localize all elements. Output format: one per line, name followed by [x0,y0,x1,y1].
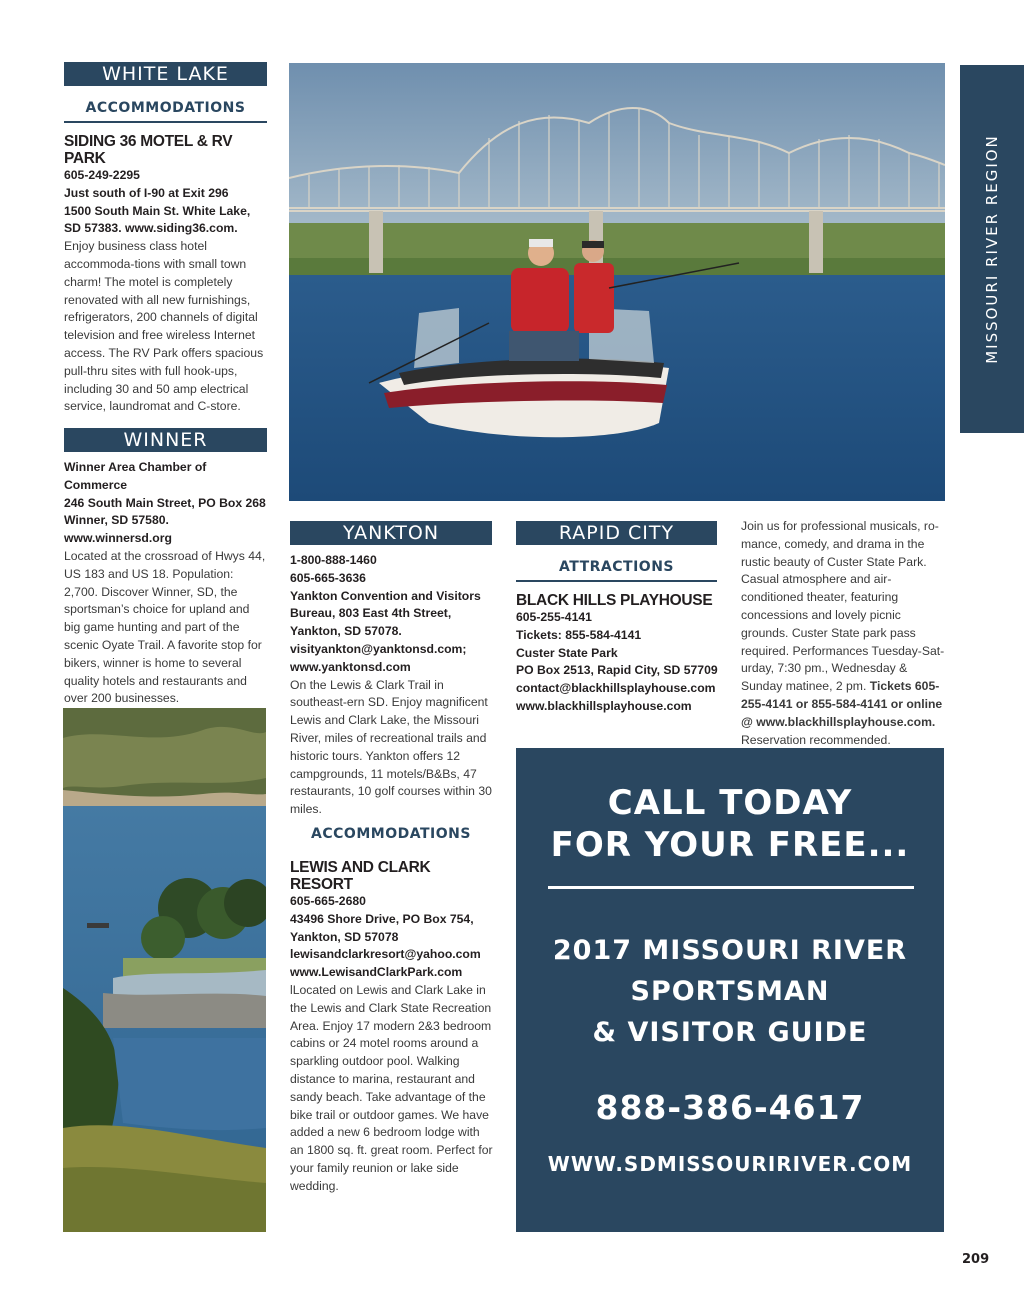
playhouse-email: contact@blackhillsplayhouse.com [516,681,716,696]
ad-for-your-free: FOR YOUR FREE... [550,825,910,865]
yankton-email: visityankton@yanktonsd.com; [290,641,467,656]
winner-chamber: Winner Area Chamber of Commerce [64,460,207,492]
lake-shore-photo [63,708,266,1232]
motel-name: SIDING 36 MOTEL & RV PARK [64,133,233,167]
rapid-city-header: RAPID CITY [516,521,717,545]
yankton-website: www.yanktonsd.com [290,659,411,674]
yankton-bureau: Yankton Convention and Visitors Bureau, 803 East 4th Street, Yankton, SD 57078. [290,588,481,639]
winner-city: Winner, SD 57580. [64,513,169,528]
winner-website: www.winnersd.org [64,531,172,546]
playhouse-desc-text: Join us for professional musicals, ro-mance, comedy, and drama in the rustic beauty of Custer State Park. Casual atmosphere and air-conditioned theater, featuring concessions and lovely picnic grounds. Custer State park pass required. Performances Tuesday-Sat-urday, 7:30 pm., Wednesday & Sunday matinee, 2 pm. [741,519,945,694]
playhouse-desc-reservation: Reservation recommended. [741,732,891,747]
playhouse-entry [516,592,721,716]
ad-guide-title-2: SPORTSMAN [630,976,830,1007]
resort-address-2: Yankton, SD 57078 [290,929,399,944]
resort-description: lLocated on Lewis and Clark Lake in the Lewis and Clark State Recreation Area. Enjoy 17 modern 2&3 bedroom cabins or 24 motel rooms around a sparkling outdoor pool. Walking distance to marina, restaurant and sandy beach. Take advantage of the bike trail or outdoor games. We have added a new 6 bedroom lodge with an 1800 sq. ft. great room. Perfect for your family reunion or lake side wedding. [290,982,493,1193]
motel-address: 1500 South Main St. White Lake, SD 57383. www.siding36.com. [64,203,251,236]
playhouse-name: BLACK HILLS PLAYHOUSE [516,592,713,609]
white-lake-header: WHITE LAKE [64,62,267,86]
playhouse-location: Custer State Park [516,645,618,660]
resort-entry [290,859,495,1196]
free-guide-ad [516,748,944,1232]
playhouse-website: www.blackhillsplayhouse.com [516,698,692,713]
winner-street: 246 South Main Street, PO Box 268 [64,495,266,510]
yankton-phone-tollfree: 1-800-888-1460 [290,553,377,567]
ad-divider [548,886,914,889]
motel-phone: 605-249-2295 [64,168,140,182]
rapid-city-subheader: ATTRACTIONS [516,559,717,582]
playhouse-address: PO Box 2513, Rapid City, SD 57709 [516,663,718,678]
resort-website: www.LewisandClarkPark.com [290,965,463,980]
ad-guide-title-3: & VISITOR GUIDE [592,1017,868,1048]
resort-name: LEWIS AND CLARK RESORT [290,859,431,893]
motel-directions: Just south of I-90 at Exit 296 [64,185,229,200]
motel-description: Enjoy business class hotel accommoda-tions with small town charm! The motel is completely renovated with all new furnishings, refrigerators, 200 channels of digital television and free wireless Internet access. The RV Park offers spacious pull-thru sites with full hook-ups, including 30 and 50 amp electrical service, laundromat and C-store. [64,239,264,414]
ad-call-today: CALL TODAY [607,783,853,823]
playhouse-phone: 605-255-4141 [516,610,592,624]
ad-guide-title-1: 2017 MISSOURI RIVER [552,935,908,966]
playhouse-desc-tickets: Tickets 605-255-4141 or 855-584-4141 or online @ www.blackhillsplayhouse.com. [741,679,943,729]
yankton-description: On the Lewis & Clark Trail in southeast-ern SD. Enjoy magnificent Lewis and Clark Lake, the Missouri River, miles of recreational trails and historic tours. Yankton offers 12 campgrounds, 11 motels/B&Bs, 47 restaurants, 10 golf courses within 30 miles. [290,677,492,817]
region-side-tab [960,65,1024,433]
playhouse-tickets: Tickets: 855-584-4141 [516,627,642,642]
resort-address-1: 43496 Shore Drive, PO Box 754, [290,911,474,926]
white-lake-entry [64,133,269,416]
resort-phone: 605-665-2680 [290,894,366,908]
winner-description: Located at the crossroad of Hwys 44, US 183 and US 18. Population: 2,700. Discover Winner, SD, the sportsman’s choice for upland and big game hunting and part of the scenic Oyate Trail. A favorite stop for bikers, winner is home to several quality hotels and restaurants and over 200 businesses. [64,548,266,706]
page-number: 209 [962,1252,990,1267]
winner-header: WINNER [64,428,267,452]
bridge-fishing-boat-photo [289,63,945,501]
white-lake-subheader: ACCOMMODATIONS [64,100,267,123]
playhouse-description [741,518,946,749]
yankton-subheader: ACCOMMODATIONS [311,826,471,842]
ad-website: WWW.SDMISSOURIRIVER.COM [547,1152,913,1176]
yankton-phone: 605-665-3636 [290,570,366,585]
region-label: MISSOURI RIVER REGION [983,134,1001,364]
resort-email: lewisandclarkresort@yahoo.com [290,947,481,962]
yankton-entry [290,552,495,819]
winner-entry [64,459,269,708]
yankton-header: YANKTON [290,521,492,545]
ad-phone: 888-386-4617 [595,1088,865,1127]
